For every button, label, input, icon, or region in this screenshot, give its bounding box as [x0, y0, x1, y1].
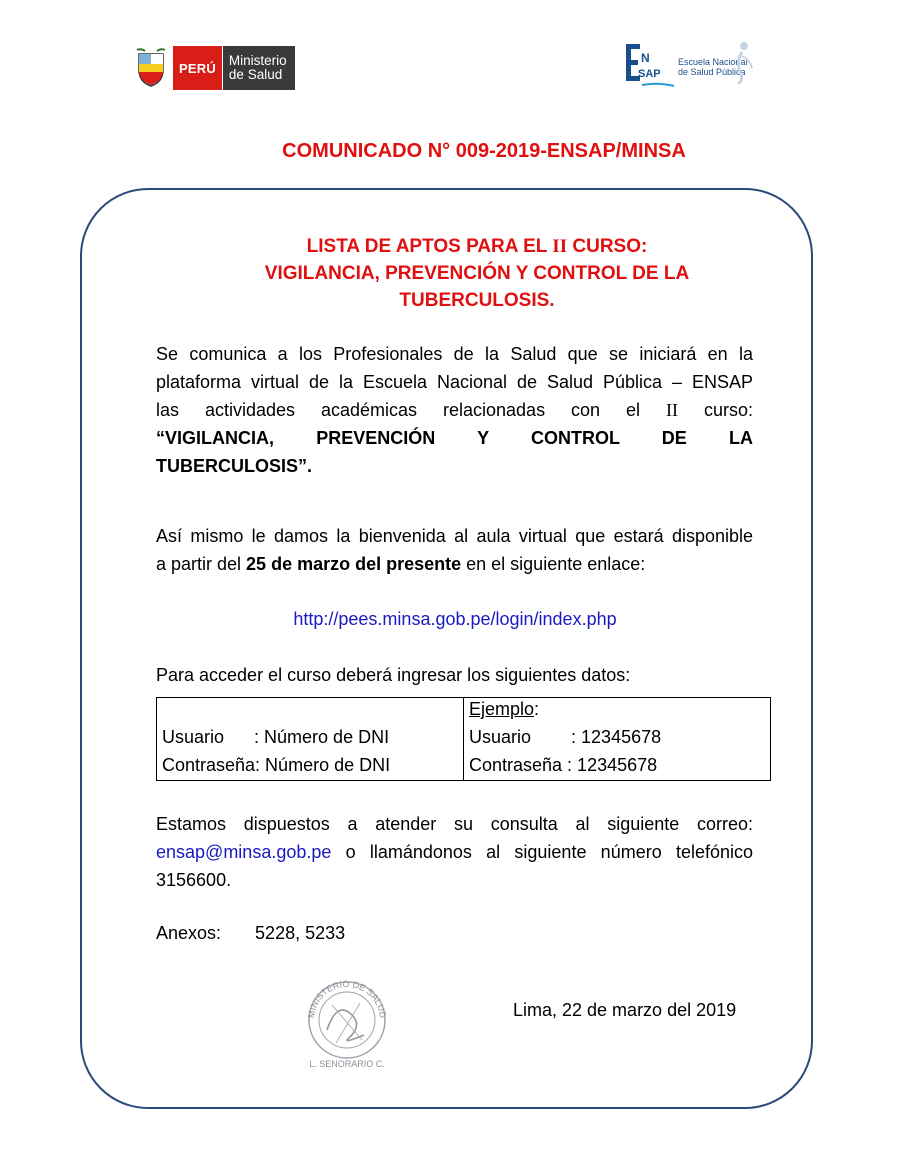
credentials-example-cell — [464, 698, 770, 780]
course-subtitle — [192, 233, 762, 314]
ministerio-line1: Ministerio — [228, 53, 287, 68]
example-colon: : — [534, 699, 540, 719]
intro-row5: TUBERCULOSIS”. — [156, 456, 313, 476]
anexos-value: 5228, 5233 — [255, 923, 346, 943]
intro-paragraph — [156, 340, 753, 480]
credentials-table — [156, 697, 771, 781]
ensap-figure-icon — [728, 40, 754, 84]
subtitle-line1 — [192, 233, 762, 260]
ministerio-line2: de Salud — [228, 67, 283, 82]
intro-row2: plataforma virtual de la Escuela Nacional de Salud Pública – ENSAP — [156, 372, 753, 392]
intro-row3 — [156, 396, 753, 424]
intro-row3-a: las actividades académicas relacionadas con el — [156, 400, 666, 420]
welcome-paragraph — [156, 522, 753, 578]
welcome-row2-a: a partir del — [156, 554, 247, 574]
example-heading — [469, 695, 770, 723]
welcome-row1: Así mismo le damos la bienvenida al aula virtual que estará disponible — [156, 526, 753, 546]
access-instructions: Para acceder el curso deberá ingresar los siguientes datos: — [156, 665, 631, 685]
intro-row4: “VIGILANCIA, PREVENCIÓN Y CONTROL DE LA — [156, 428, 753, 448]
ensap-emblem-icon — [624, 40, 678, 92]
example-password: Contraseña : 12345678 — [469, 755, 658, 775]
subtitle-line2: VIGILANCIA, PREVENCIÓN Y CONTROL DE LA — [264, 263, 690, 284]
example-label: Ejemplo — [469, 699, 535, 719]
anexos — [156, 923, 345, 944]
example-user: Usuario : 12345678 — [469, 727, 662, 747]
contact-row2 — [156, 838, 753, 866]
subtitle-line3: TUBERCULOSIS. — [399, 290, 555, 311]
welcome-row2-b: en el siguiente enlace: — [461, 554, 646, 574]
ensap-name-line1: Escuela Nacional — [678, 57, 748, 67]
peru-coat-of-arms-icon — [135, 48, 167, 88]
minsa-logo — [135, 46, 295, 90]
svg-text:N: N — [641, 51, 650, 65]
comunicado-title: COMUNICADO N° 009-2019-ENSAP/MINSA — [282, 140, 686, 162]
intro-row1: Se comunica a los Profesionales de la Salud que se iniciará en la — [156, 344, 753, 364]
format-user: Usuario : Número de DNI — [162, 727, 390, 747]
start-date: 25 de marzo del presente — [246, 554, 462, 574]
subtitle-line1-a: LISTA DE APTOS PARA EL — [306, 236, 553, 257]
intro-roman-numeral: II — [666, 400, 678, 420]
contact-row1: Estamos dispuestos a atender su consulta al siguiente correo: — [156, 814, 753, 834]
date-line: Lima, 22 de marzo del 2019 — [513, 1000, 737, 1020]
peru-label: PERÚ — [173, 46, 222, 90]
intro-row3-b: curso: — [678, 400, 753, 420]
contact-email-link[interactable]: ensap@minsa.gob.pe — [156, 842, 332, 862]
platform-link[interactable]: http://pees.minsa.gob.pe/login/index.php — [293, 609, 617, 629]
ensap-logo — [624, 40, 754, 92]
welcome-row2 — [156, 550, 753, 578]
credentials-format-cell — [157, 698, 464, 780]
anexos-label: Anexos: — [156, 923, 222, 943]
content-frame — [80, 188, 813, 1109]
svg-text:SAP: SAP — [638, 68, 661, 80]
contact-paragraph — [156, 810, 753, 894]
ministerio-label — [222, 46, 295, 90]
format-password: Contraseña: Número de DNI — [162, 755, 391, 775]
stamp-arc-text: MINISTERIO DE SALUD — [305, 978, 389, 1019]
contact-phone: 3156600. — [156, 870, 232, 890]
subtitle-line1-b: CURSO: — [567, 236, 648, 257]
contact-row2-rest: o llamándonos al siguiente número telefónico — [331, 842, 753, 862]
official-stamp — [302, 975, 392, 1070]
ensap-name-line2: de Salud Pública — [678, 67, 746, 77]
subtitle-roman-numeral: II — [552, 236, 568, 257]
stamp-signer: L. SENORARIO C. — [309, 1059, 385, 1069]
